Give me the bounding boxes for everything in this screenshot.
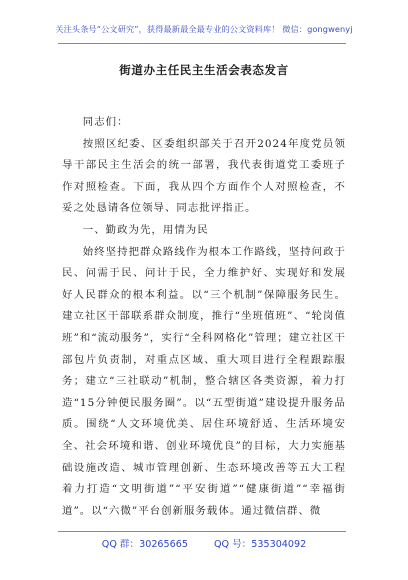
document-title: 街道办主任民主生活会表态发言 [119, 63, 289, 77]
footer-divider [58, 531, 346, 532]
header-divider [58, 43, 346, 44]
section-heading: 一、勤政为先，用情为民 [82, 223, 209, 236]
greeting: 同志们： [82, 116, 129, 128]
promo-banner: 关注头条号“公文研究”，获得最新最全最专业的公文资料库！ 微信：gongwenyj [55, 24, 353, 34]
section-paragraph: 始终坚持把群众路线作为根本工作路线，坚持问政于民、问需于民、问计于民，全力维护好、实现好和发展好人民群众的根本利益。以“三个机制”保障服务民生。建立社区干部联系群众制度，推行“坐班值班”、“轮岗值班”和“流动服务”，实行“全科网格化”管理；建立社区干部包片负责制，对重点区域、重大项目进行全程跟踪服务；建立“三社联动”机制，整合辖区各类资源，着力打造“15分钟便民服务圈”。以“五型街道”建设提升服务品质。围绕“人文环境优美、居住环境舒适、生活环境安全、社会环境和谐、创业环境优良”的目标，大力实施基础设施改造、城市管理创新、生态环境改善等五大工程着力打造“文明街道”“平安街道”“健康街道”“幸福街道”。以“六微”平台创新服务载体。通过微信群、微 [62, 245, 346, 517]
intro-paragraph: 按照区纪委、区委组织部关于召开2024年度党员领导干部民主生活会的统一部署，我代表街道党工委班子作对照检查。下面，我从四个方面作个人对照检查，不妥之处恳请各位领导、同志批评指正。 [62, 137, 346, 215]
footer-contact [0, 536, 408, 550]
qq-number: QQ 号：535304092 [213, 539, 307, 550]
qq-group: QQ 群：30265665 [101, 539, 188, 550]
document-body [62, 112, 346, 522]
